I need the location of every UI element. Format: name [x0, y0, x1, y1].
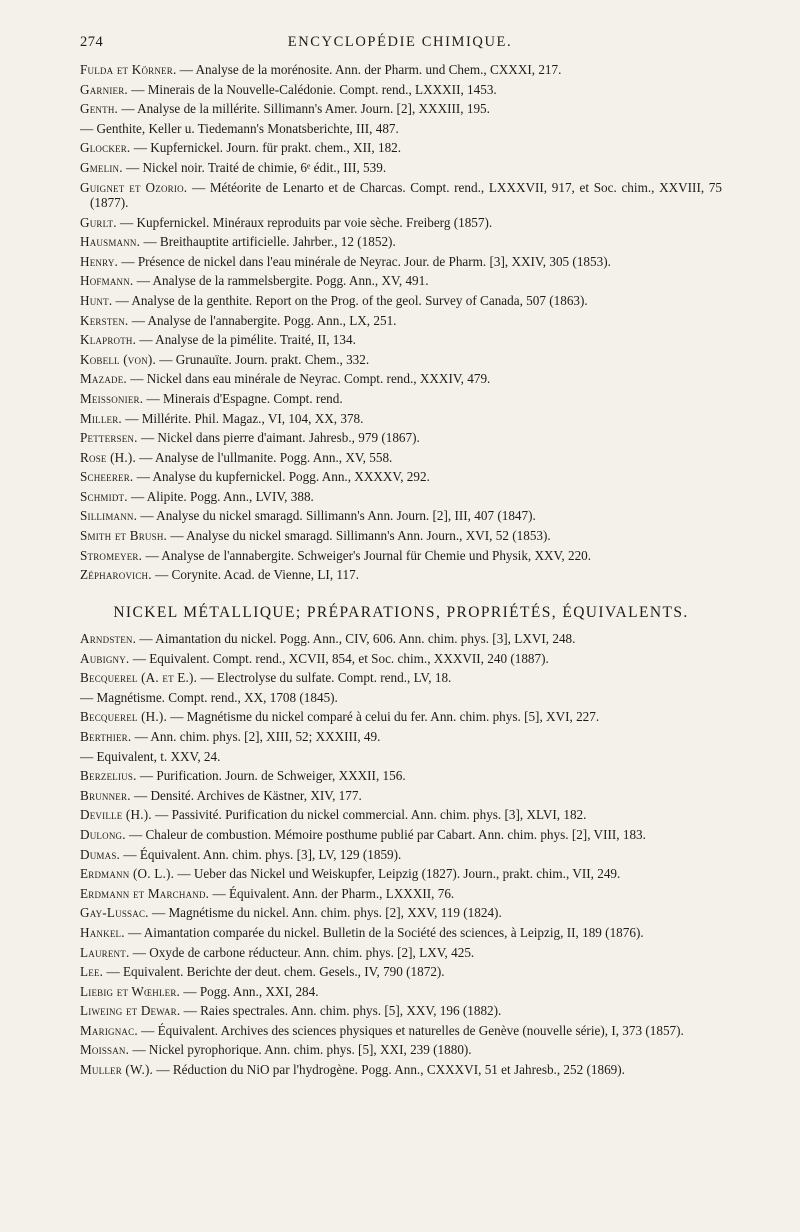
entry-text: — Analyse de la morénosite. Ann. der Pharm. und Chem., CXXXI, 217.	[179, 62, 562, 77]
entry-author: Guignet et Ozorio.	[80, 179, 188, 195]
entry-text: — Kupfernickel. Minéraux reproduits par voie sèche. Freiberg (1857).	[120, 214, 493, 230]
bibliography-entry	[80, 807, 722, 822]
entry-author: Lee.	[80, 964, 104, 980]
entry-author: Aubigny.	[80, 650, 130, 666]
entry-text: — Equivalent. Compt. rend., XCVII, 854, et Soc. chim., XXXVII, 240 (1887).	[132, 650, 549, 666]
bibliography-entry	[80, 313, 722, 328]
entry-text: — Raies spectrales. Ann. chim. phys. [5], XXV, 196 (1882).	[183, 1003, 502, 1019]
entry-author: Smith et Brush.	[80, 528, 168, 544]
entry-text: — Alipite. Pogg. Ann., LVIV, 388.	[131, 488, 314, 504]
entry-author: Zépharovich.	[80, 567, 152, 583]
entry-text: — Corynite. Acad. de Vienne, LI, 117.	[155, 567, 359, 583]
page-header	[80, 34, 720, 54]
entry-text: — Équivalent. Archives des sciences physiques et naturelles de Genève (nouvelle série), I, 373 (1857).	[141, 1022, 684, 1038]
bibliography-entry	[80, 1023, 722, 1038]
bibliography-entry	[80, 234, 722, 249]
bibliography-entry	[80, 469, 722, 484]
entry-text: — Densité. Archives de Kästner, XIV, 177.	[134, 787, 362, 803]
bibliography-entry	[80, 430, 722, 445]
entry-text: — Analyse de l'ullmanite. Pogg. Ann., XV, 558.	[139, 449, 393, 465]
bibliography-entry	[80, 293, 722, 308]
bibliography-entry	[80, 528, 722, 543]
entry-text: — Passivité. Purification du nickel commercial. Ann. chim. phys. [3], XLVI, 182.	[155, 807, 587, 823]
entry-author: Sillimann.	[80, 508, 138, 524]
entry-author: Klaproth.	[80, 332, 137, 348]
entry-author: Liweing et Dewar.	[80, 1003, 181, 1019]
entry-author: Henry.	[80, 253, 119, 269]
bibliography-entry	[80, 905, 722, 920]
entry-author: Becquerel (A. et E.).	[80, 670, 198, 686]
running-head: ENCYCLOPÉDIE CHIMIQUE.	[287, 34, 513, 50]
bibliography-entry	[80, 548, 722, 563]
entry-text: — Nickel dans pierre d'aimant. Jahresb., 979 (1867).	[140, 430, 420, 446]
entry-text: — Équivalent. Ann. der Pharm., LXXXII, 76.	[212, 885, 455, 901]
entry-text: — Oxyde de carbone réducteur. Ann. chim. phys. [2], LXV, 425.	[132, 944, 475, 960]
entry-text: — Réduction du NiO par l'hydrogène. Pogg. Ann., CXXXVI, 51 et Jahresb., 252 (1869).	[156, 1062, 625, 1078]
entry-author: Fulda et Körner.	[80, 62, 177, 77]
entry-text: — Analyse du nickel smaragd. Sillimann's Ann. Journ. [2], III, 407 (1847).	[140, 508, 536, 524]
bibliography-entry	[80, 945, 722, 960]
entry-text: — Analyse de l'annabergite. Pogg. Ann., LX, 251.	[131, 312, 397, 328]
bibliography-entry	[80, 371, 722, 386]
bibliography-entry	[80, 352, 722, 367]
entry-author: Deville (H.).	[80, 807, 152, 823]
entry-text: — Analyse de la genthite. Report on the Prog. of the geol. Survey of Canada, 507 (1863).	[115, 292, 588, 308]
bibliography-entry	[80, 1042, 722, 1057]
entry-text: — Ueber das Nickel und Weiskupfer, Leipzig (1827). Journ., prakt. chim., VII, 249.	[177, 866, 621, 882]
bibliography-entry	[80, 866, 722, 881]
bibliography-entry	[80, 82, 722, 97]
bibliography-entry	[80, 273, 722, 288]
entry-author: Hofmann.	[80, 273, 134, 289]
entry-text: — Ann. chim. phys. [2], XIII, 52; XXXIII, 49.	[134, 728, 381, 744]
bibliography-entry	[80, 332, 722, 347]
bibliography-entry	[80, 847, 722, 862]
entry-text: — Aimantation du nickel. Pogg. Ann., CIV, 606. Ann. chim. phys. [3], LXVI, 248.	[139, 631, 576, 646]
entry-text: — Magnétisme du nickel. Ann. chim. phys. [2], XXV, 119 (1824).	[151, 905, 502, 921]
entry-text: — Grunauïte. Journ. prakt. Chem., 332.	[159, 351, 370, 367]
bibliography-entry	[80, 180, 722, 211]
bibliography-entry	[80, 567, 722, 582]
entry-author: Gurlt.	[80, 214, 117, 230]
bibliography-entry	[80, 508, 722, 523]
bibliography-entry	[80, 729, 722, 744]
entry-author: Laurent.	[80, 944, 130, 960]
entry-author: Becquerel (H.).	[80, 709, 167, 725]
bibliography-entry	[80, 489, 722, 504]
bibliography-entry	[80, 886, 722, 901]
entry-text: — Météorite de Lenarto et de Charcas. Compt. rend., LXXXVII, 917, et Soc. chim., XXVIII, 75 (1877).	[90, 179, 722, 210]
entry-text: — Nickel dans eau minérale de Neyrac. Compt. rend., XXXIV, 479.	[130, 371, 491, 387]
entry-author: Moissan.	[80, 1042, 130, 1058]
entry-author: Kersten.	[80, 312, 129, 328]
entry-text: — Millérite. Phil. Magaz., VI, 104, XX, 378.	[125, 410, 364, 426]
entry-author: Berzelius.	[80, 768, 137, 784]
entry-author: Gay-Lussac.	[80, 905, 149, 921]
entry-text: — Genthite, Keller u. Tiedemann's Monatsberichte, III, 487.	[80, 120, 399, 136]
entry-text: — Aimantation comparée du nickel. Bulletin de la Société des sciences, à Leipzig, II, 189 (1876).	[128, 924, 644, 940]
entry-author: Glocker.	[80, 140, 131, 156]
entry-author: Arndsten.	[80, 631, 137, 646]
entry-author: Kobell (von).	[80, 351, 156, 367]
entry-author: Genth.	[80, 101, 119, 117]
bibliography-entry	[80, 411, 722, 426]
entry-text: — Minerais d'Espagne. Compt. rend.	[146, 390, 343, 406]
entry-author: Scheerer.	[80, 469, 134, 485]
entry-author: Hausmann.	[80, 234, 141, 250]
bibliography-entry	[80, 62, 722, 77]
bibliography-entry	[80, 254, 722, 269]
bibliography-entry	[80, 651, 722, 666]
bibliography-entry	[80, 984, 722, 999]
entry-author: Garnier.	[80, 81, 128, 97]
entry-text: — Nickel pyrophorique. Ann. chim. phys. [5], XXI, 239 (1880).	[132, 1042, 472, 1058]
entry-text: — Analyse de la rammelsbergite. Pogg. Ann., XV, 491.	[136, 273, 429, 289]
bibliography-list-minerals	[80, 62, 722, 587]
entry-author: Brunner.	[80, 787, 131, 803]
entry-text: — Magnétisme du nickel comparé à celui du fer. Ann. chim. phys. [5], XVI, 227.	[170, 709, 600, 725]
bibliography-entry	[80, 964, 722, 979]
entry-text: — Equivalent. Berichte der deut. chem. Gesels., IV, 790 (1872).	[106, 964, 445, 980]
entry-author: Gmelin.	[80, 159, 123, 175]
entry-author: Liebig et Wœhler.	[80, 983, 181, 999]
entry-text: — Analyse du nickel smaragd. Sillimann's Ann. Journ., XVI, 52 (1853).	[170, 528, 551, 544]
entry-text: — Analyse du kupfernickel. Pogg. Ann., XXXXV, 292.	[136, 469, 430, 485]
bibliography-entry	[80, 925, 722, 940]
bibliography-entry	[80, 670, 722, 685]
bibliography-entry	[80, 690, 722, 705]
entry-text: — Electrolyse du sulfate. Compt. rend., LV, 18.	[200, 670, 452, 686]
bibliography-entry	[80, 827, 722, 842]
entry-text: — Chaleur de combustion. Mémoire posthume publié par Cabart. Ann. chim. phys. [2], VIII, 183.	[129, 826, 646, 842]
entry-author: Hunt.	[80, 292, 113, 308]
bibliography-entry	[80, 788, 722, 803]
bibliography-entry	[80, 1062, 722, 1077]
entry-author: Meissonier.	[80, 390, 144, 406]
entry-author: Rose (H.).	[80, 449, 136, 465]
entry-author: Berthier.	[80, 728, 132, 744]
entry-author: Marignac.	[80, 1022, 138, 1038]
entry-text: — Minerais de la Nouvelle-Calédonie. Compt. rend., LXXXII, 1453.	[131, 81, 497, 97]
entry-text: — Purification. Journ. de Schweiger, XXXII, 156.	[139, 768, 406, 784]
entry-text: — Magnétisme. Compt. rend., XX, 1708 (1845).	[80, 689, 338, 705]
bibliography-entry	[80, 709, 722, 724]
entry-author: Dumas.	[80, 846, 121, 862]
entry-author: Mazade.	[80, 371, 127, 387]
entry-text: — Kupfernickel. Journ. für prakt. chem., XII, 182.	[133, 140, 402, 156]
entry-text: — Nickel noir. Traité de chimie, 6ᵉ édit., III, 539.	[126, 159, 387, 175]
bibliography-entry	[80, 1003, 722, 1018]
bibliography-entry	[80, 140, 722, 155]
bibliography-entry	[80, 768, 722, 783]
bibliography-list-metallic-nickel	[80, 631, 722, 1082]
entry-author: Schmidt.	[80, 488, 128, 504]
entry-author: Muller (W.).	[80, 1062, 154, 1078]
entry-author: Hankel.	[80, 924, 125, 940]
page-number: 274	[80, 34, 104, 50]
bibliography-entry	[80, 121, 722, 136]
entry-text: — Analyse de la millérite. Sillimann's Amer. Journ. [2], XXXIII, 195.	[121, 101, 490, 117]
entry-text: — Equivalent, t. XXV, 24.	[80, 748, 221, 764]
entry-author: Miller.	[80, 410, 122, 426]
entry-author: Erdmann (O. L.).	[80, 866, 175, 882]
entry-author: Stromeyer.	[80, 547, 143, 563]
section-title: NICKEL MÉTALLIQUE; PRÉPARATIONS, PROPRIÉTÉS, ÉQUIVALENTS.	[113, 604, 689, 621]
entry-author: Dulong.	[80, 826, 126, 842]
entry-author: Pettersen.	[80, 430, 138, 446]
bibliography-entry	[80, 450, 722, 465]
bibliography-entry	[80, 215, 722, 230]
bibliography-entry	[80, 391, 722, 406]
bibliography-entry	[80, 631, 722, 646]
entry-text: — Breithauptite artificielle. Jahrber., 12 (1852).	[143, 234, 396, 250]
entry-text: — Équivalent. Ann. chim. phys. [3], LV, 129 (1859).	[123, 846, 402, 862]
entry-text: — Présence de nickel dans l'eau minérale de Neyrac. Jour. de Pharm. [3], XXIV, 305 (1853).	[121, 253, 611, 269]
entry-text: — Pogg. Ann., XXI, 284.	[183, 983, 319, 999]
bibliography-entry	[80, 101, 722, 116]
bibliography-entry	[80, 749, 722, 764]
bibliography-entry	[80, 160, 722, 175]
entry-text: — Analyse de la pimélite. Traité, II, 134.	[139, 332, 356, 348]
entry-text: — Analyse de l'annabergite. Schweiger's Journal für Chemie und Physik, XXV, 220.	[145, 547, 592, 563]
entry-author: Erdmann et Marchand.	[80, 885, 210, 901]
